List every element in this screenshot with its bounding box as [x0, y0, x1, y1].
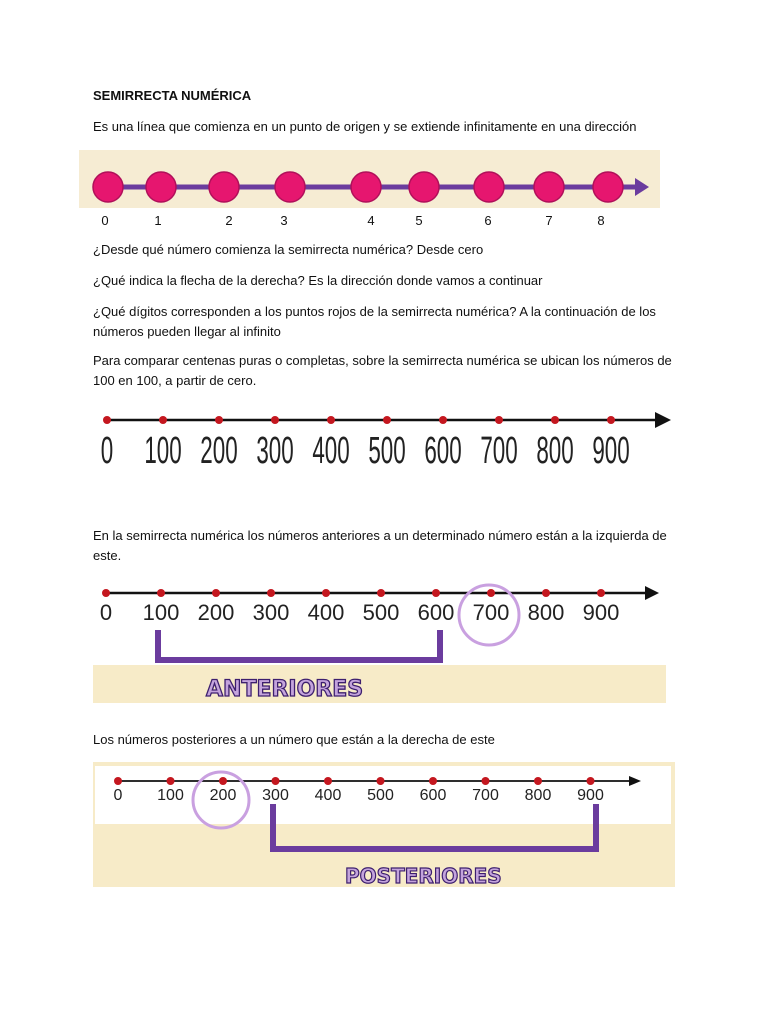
figure-3-point [157, 589, 165, 597]
figure-1-point [409, 172, 439, 202]
figure-2-tick-label: 200 [200, 428, 238, 472]
figure-2-point [607, 416, 615, 424]
figure-4-point [167, 777, 175, 785]
question-3: ¿Qué dígitos corresponden a los puntos rojos de la semirrecta numérica? A la continuación de los números pueden llegar al infinito [93, 304, 656, 339]
figure-2-tick-label: 700 [480, 428, 518, 472]
figure-3-tick-label: 900 [582, 600, 620, 625]
figure-3-arrow [645, 586, 659, 600]
figure-1-point [474, 172, 504, 202]
figure-1-tick-label: 1 [154, 213, 162, 228]
figure-2-point [551, 416, 559, 424]
figure-1-tick-label: 0 [101, 213, 109, 228]
figure-2-point [383, 416, 391, 424]
figure-1-tick-label: 5 [415, 213, 423, 228]
figure-1-number-line [79, 150, 661, 230]
figure-4-tick-label: 900 [577, 787, 604, 804]
figure-4-tick-label: 600 [419, 787, 447, 804]
figure-4-tick-label: 300 [262, 787, 289, 804]
figure-3-point [432, 589, 440, 597]
question-1: ¿Desde qué número comienza la semirrecta numérica? Desde cero [93, 242, 484, 257]
figure-1-point [275, 172, 305, 202]
figure-1-tick-label: 8 [597, 213, 605, 228]
figure-4-tick-label: 800 [524, 787, 552, 804]
definition-text: Es una línea que comienza en un punto de origen y se extiende infinitamente en una dirección [93, 119, 637, 134]
figure-1-tick-label: 4 [367, 213, 375, 228]
anteriores-text: En la semirrecta numérica los números anteriores a un determinado número están a la izquierda de este. [93, 528, 667, 563]
figure-3-tick-label: 800 [527, 600, 565, 625]
figure-3-point [542, 589, 550, 597]
figure-1-point [146, 172, 176, 202]
figure-2-point [103, 416, 111, 424]
figure-3-tick-label: 100 [142, 600, 180, 625]
page-title: SEMIRRECTA NUMÉRICA [93, 88, 252, 103]
figure-2-point [159, 416, 167, 424]
figure-2-tick-label: 400 [312, 428, 350, 472]
figure-3-point [597, 589, 605, 597]
figure-4-point [429, 777, 437, 785]
figure-2-tick-label: 0 [100, 428, 114, 472]
figure-2-arrow [655, 412, 671, 428]
figure-4-tick-label: 700 [472, 787, 499, 804]
figure-2-number-line [93, 400, 675, 480]
figure-3-tick-label: 700 [472, 600, 510, 625]
figure-4-tick-label: 400 [314, 787, 342, 804]
figure-4-point [272, 777, 280, 785]
figure-3-tick-label: 600 [417, 600, 455, 625]
figure-1-point [593, 172, 623, 202]
posteriores-band-label: POSTERIORES [345, 864, 502, 888]
figure-4-point [534, 777, 542, 785]
figure-2-point [495, 416, 503, 424]
figure-1-point [209, 172, 239, 202]
figure-1-tick-label: 7 [545, 213, 553, 228]
figure-1-tick-label: 6 [484, 213, 492, 228]
figure-4-tick-label: 100 [157, 787, 184, 804]
figure-3-point [487, 589, 495, 597]
figure-3-number-line [93, 578, 675, 706]
figure-4-point [324, 777, 332, 785]
figure-2-tick-label: 100 [144, 428, 182, 472]
figure-3-tick-label: 0 [99, 600, 113, 625]
figure-3-point [267, 589, 275, 597]
figure-2-point [271, 416, 279, 424]
figure-2-point [215, 416, 223, 424]
figure-4-point [219, 777, 227, 785]
figure-4-number-line [93, 762, 675, 888]
figure-2-point [439, 416, 447, 424]
hundreds-text: Para comparar centenas puras o completas, sobre la semirrecta numérica se ubican los números de 100 en 100, a partir de cero. [93, 353, 672, 388]
figure-3-point [377, 589, 385, 597]
figure-4-tick-label: 0 [113, 787, 123, 804]
figure-2-tick-label: 900 [592, 428, 630, 472]
figure-2-tick-label: 600 [424, 428, 462, 472]
figure-4-point [114, 777, 122, 785]
figure-2-tick-label: 300 [256, 428, 294, 472]
figure-1-tick-label: 3 [280, 213, 288, 228]
figure-3-point [212, 589, 220, 597]
figure-3-tick-label: 400 [307, 600, 345, 625]
figure-4-point [482, 777, 490, 785]
figure-2-tick-label: 500 [368, 428, 406, 472]
posteriores-text: Los números posteriores a un número que están a la derecha de este [93, 732, 495, 747]
figure-3-tick-label: 300 [252, 600, 290, 625]
figure-3-point [102, 589, 110, 597]
anteriores-band-label: ANTERIORES [206, 677, 364, 702]
figure-3-tick-label: 500 [362, 600, 400, 625]
figure-1-point [534, 172, 564, 202]
figure-2-point [327, 416, 335, 424]
anteriores-band [93, 665, 666, 703]
figure-4-tick-label: 500 [367, 787, 394, 804]
figure-2-tick-label: 800 [536, 428, 574, 472]
anteriores-bracket [158, 630, 440, 660]
figure-1-point [351, 172, 381, 202]
figure-3-tick-label: 200 [197, 600, 235, 625]
figure-1-tick-label: 2 [225, 213, 233, 228]
figure-4-point [587, 777, 595, 785]
figure-3-point [322, 589, 330, 597]
figure-4-point [377, 777, 385, 785]
figure-4-tick-label: 200 [209, 787, 237, 804]
figure-1-point [93, 172, 123, 202]
question-2: ¿Qué indica la flecha de la derecha? Es la dirección donde vamos a continuar [93, 273, 543, 288]
